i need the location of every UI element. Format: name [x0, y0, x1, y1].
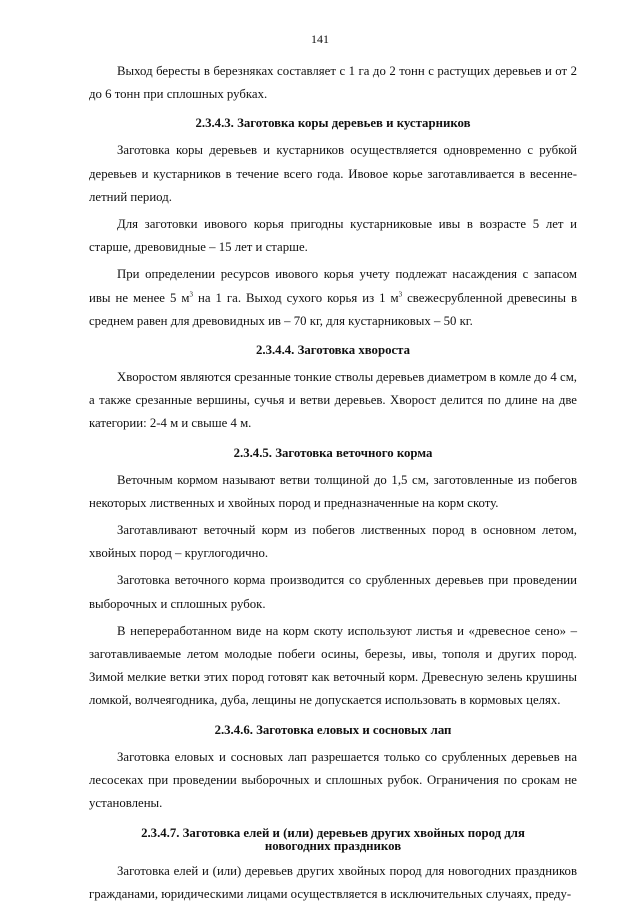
bark-3-text-part3: свежесрубленной древесины в среднем равен для древовидных ив – 70 кг, для кустарниковых – 50 кг. — [89, 290, 578, 328]
paragraph-twig-feed-2: Заготавливают веточный корм из побегов лиственных пород в основном летом, хвойных пород – круглогодично. — [89, 523, 577, 561]
page-content — [89, 60, 577, 907]
heading-brushwood-harvest: 2.3.4.4. Заготовка хвороста — [255, 343, 410, 358]
paragraph-twig-feed-3: Заготовка веточного корма производится со срубленных деревьев при проведении выборочных и сплошных рубок. — [89, 573, 577, 611]
heading-new-year-line-1: 2.3.4.7. Заготовка елей и (или) деревьев других хвойных пород для — [141, 826, 525, 841]
cubic-superscript: 3 — [398, 290, 403, 299]
paragraph-birch-bark-yield: Выход бересты в березняках составляет с 1 га до 2 тонн с растущих деревьев и от 2 до 6 тонн при сплошных рубках. — [89, 64, 577, 102]
bark-3-text-part1: При определении ресурсов ивового корья учету подлежат насаждения с запасом ивы не менее 5 м — [89, 267, 577, 305]
paragraph-twig-feed-1: Веточным кормом называют ветви толщиной до 1,5 см, заготовленные из побегов некоторых лиственных и хвойных пород и предназначенные на корм скоту. — [89, 472, 577, 510]
paragraph-brushwood: Хворостом являются срезанные тонкие стволы деревьев диаметром в комле до 4 см, а также срезанные вершины, сучья и ветви деревьев. Хворост делится по длине на две категории: 2-4 м и свыше 4 м. — [89, 370, 577, 431]
paragraph-twig-feed-4: В непереработанном виде на корм скоту используют листья и «древесное сено» – заготавливаемые летом молодые побеги осины, березы, ивы, тополя и других пород. Зимой мелкие ветки этих пород готовят как веточный корм. Древесную зелень крушины ломкой, волчеягодника, дуба, лещины не допускается использовать в кормовых целях. — [89, 623, 577, 708]
heading-bark-harvest: 2.3.4.3. Заготовка коры деревьев и кустарников — [195, 116, 471, 131]
page-number: 141 — [311, 32, 329, 46]
heading-new-year-trees — [89, 827, 577, 853]
heading-spruce-pine-branches: 2.3.4.6. Заготовка еловых и сосновых лап — [214, 722, 452, 737]
heading-twig-feed-harvest: 2.3.4.5. Заготовка веточного корма — [233, 445, 433, 460]
cubic-superscript: 3 — [189, 290, 193, 299]
bark-3-text-part2: на 1 га. Выход сухого корья из 1 м — [192, 290, 399, 305]
paragraph-bark-1: Заготовка коры деревьев и кустарников осуществляется одновременно с рубкой деревьев и кустарников в течение всего года. Ивовое корье заготавливается в весенне-летний период. — [89, 143, 577, 204]
paragraph-bark-2: Для заготовки ивового корья пригодны кустарниковые ивы в возрасте 5 лет и старше, древовидные – 15 лет и старше. — [89, 217, 577, 255]
paragraph-bark-3 — [89, 263, 577, 333]
heading-new-year-line-2: новогодних праздников — [264, 839, 402, 854]
paragraph-spruce-pine-branches: Заготовка еловых и сосновых лап разрешается только со срубленных деревьев на лесосеках при проведении выборочных и сплошных рубок. Ограничения по срокам не установлены. — [89, 749, 577, 811]
paragraph-new-year-trees: Заготовка елей и (или) деревьев других хвойных пород для новогодних праздников гражданами, юридическими лицами осуществляется в исключительных случаях, преду- — [89, 864, 577, 902]
